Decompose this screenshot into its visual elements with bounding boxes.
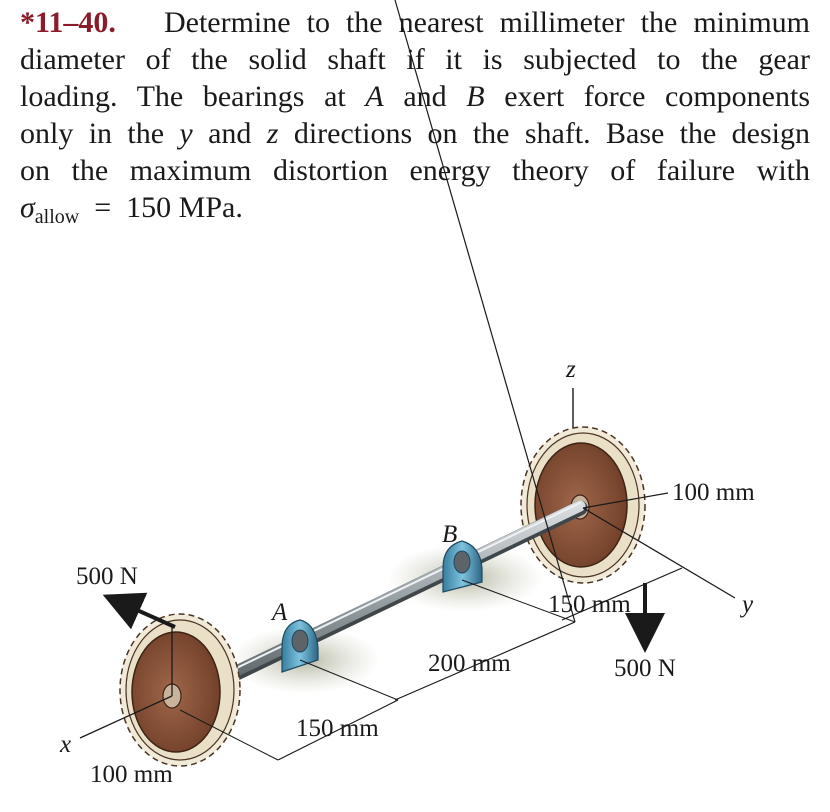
problem-text: Determine to the nearest millimeter the minimum	[163, 6, 810, 39]
problem-text: exert force components	[504, 80, 811, 113]
label-dim-150-left: 150 mm	[296, 715, 379, 742]
problem-text: loading. The bearings at	[20, 80, 346, 113]
var-b: B	[466, 80, 485, 113]
equals-sign: =	[94, 191, 112, 224]
problem-text: diameter of the solid shaft if it is subjected to the gear	[20, 43, 810, 76]
problem-text: and	[208, 117, 252, 150]
label-dim-200: 200 mm	[428, 650, 511, 677]
label-radius-left: 100 mm	[90, 761, 173, 788]
problem-text: only in the	[20, 117, 165, 150]
label-y-axis: y	[742, 591, 754, 618]
problem-number: *11–40.	[20, 6, 116, 39]
sigma-symbol: σ	[20, 191, 35, 224]
sigma-subscript: allow	[34, 206, 80, 228]
label-force-left: 500 N	[76, 563, 138, 590]
problem-text: and	[403, 80, 447, 113]
label-z-axis: z	[566, 356, 576, 383]
var-z: z	[266, 117, 279, 150]
label-radius-right: 100 mm	[672, 479, 755, 506]
sigma-value: 150 MPa.	[126, 191, 243, 224]
var-y: y	[179, 117, 193, 150]
var-a: A	[365, 80, 384, 113]
left-gear	[120, 614, 240, 766]
force-arrow-left	[110, 598, 175, 627]
problem-text: directions on the shaft. Base the design	[293, 117, 811, 150]
problem-text: on the maximum distortion energy theory of failure with	[20, 154, 810, 187]
label-bearing-a: A	[272, 599, 288, 626]
label-force-right: 500 N	[614, 655, 676, 682]
label-x-axis: x	[60, 731, 72, 758]
label-bearing-b: B	[442, 521, 458, 548]
label-dim-150-right: 150 mm	[548, 591, 631, 618]
dim-line-200	[395, 0, 575, 622]
